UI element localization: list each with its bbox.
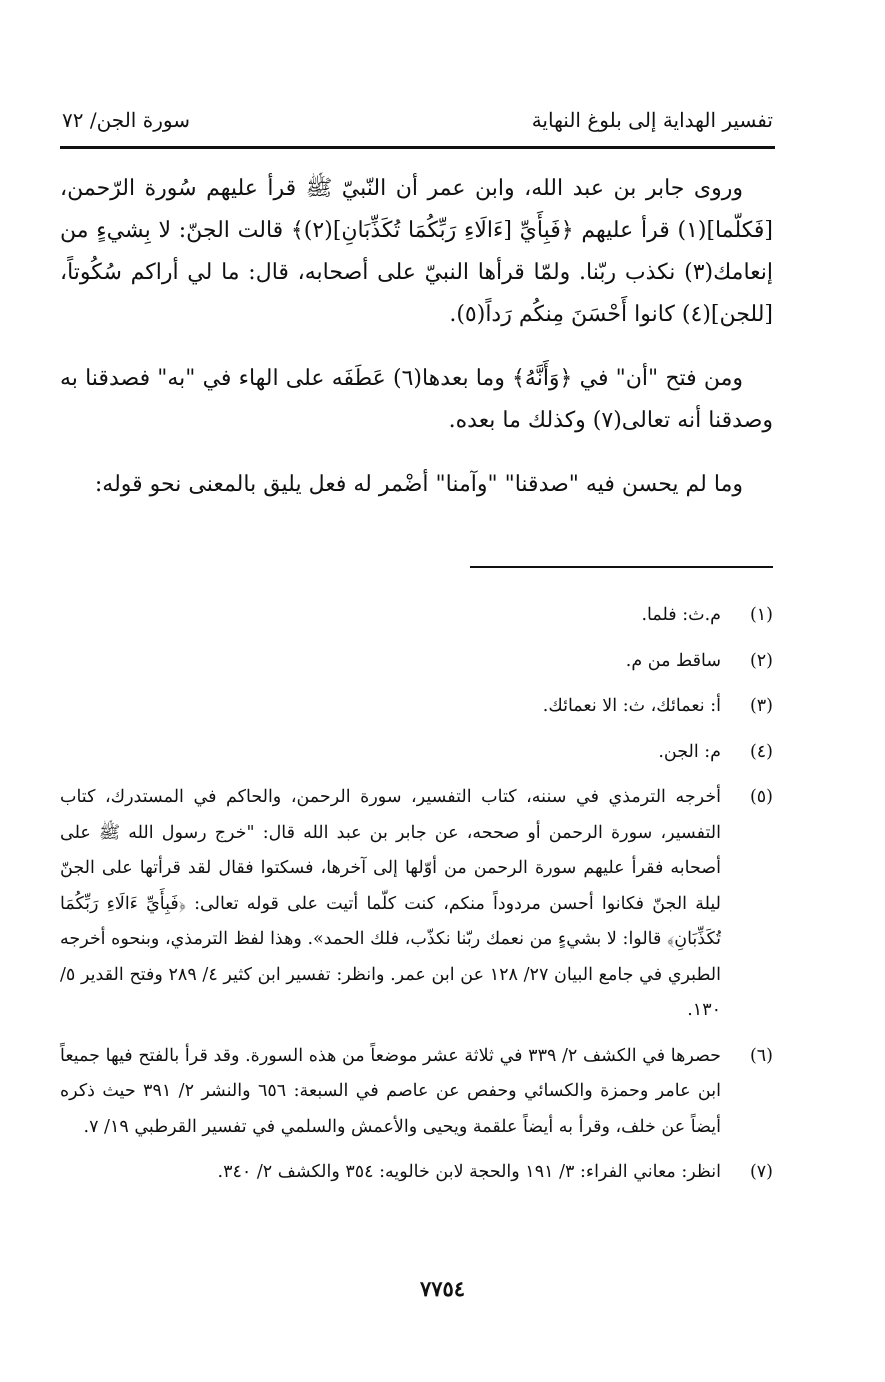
book-title: تفسير الهداية إلى بلوغ النهاية (531, 108, 773, 132)
footnote (60, 598, 773, 634)
footnote (60, 1155, 773, 1191)
footnote-text: أخرجه الترمذي في سننه، كتاب التفسير، سورة الرحمن، والحاكم في المستدرك، كتاب التفسير، سورة الرحمن أو صححه، عن جابر بن عبد الله قال: "خرج رسول الله ﷺ على أصحابه فقرأ عليهم سورة الرحمن من أوّلها إلى آخرها، فسكتوا فقال لقد قرأتها على الجنّ ليلة الجنّ فكانوا أحسن مردوداً منكم، كنت كلّما أتيت على قوله تعالى: ﴿فَبِأَيِّ ءَالَاءِ رَبِّكُمَا تُكَذِّبَانِ﴾ قالوا: لا بشيءٍ من نعمك ربّنا نكذّب، فلك الحمد». وهذا لفظ الترمذي، وبنحوه أخرجه الطبري في جامع البيان ٢٧/ ١٢٨ عن ابن عمر. وانظر: تفسير ابن كثير ٤/ ٢٨٩ وفتح القدير ٥/ ١٣٠. (60, 787, 722, 1020)
header-rule (60, 146, 775, 149)
running-header (62, 108, 773, 142)
paragraph: وروى جابر بن عبد الله، وابن عمر أن النّبيّ ﷺ قرأ عليهم سُورة الرّحمن، [فَكلّما](١) قرأ عليهم ﴿فَبِأَيِّ [ءَالَاءِ رَبِّكُمَا تُكَذِّبَانِ](٢)﴾ قالت الجنّ: لا بِشيءٍ من إنعامك(٣) نكذب ربّنا. ولمّا قرأها النبيّ على أصحابه، قال: ما لي أراكم سُكُوتاً، [للجن](٤) كانوا أَحْسَنَ مِنكُم رَداً(٥). (60, 176, 774, 327)
footnote-text: انظر: معاني الفراء: ٣/ ١٩١ والحجة لابن خالويه: ٣٥٤ والكشف ٢/ ٣٤٠. (217, 1162, 721, 1182)
footnote-text: م: الجن. (658, 741, 721, 762)
footnote-text: حصرها في الكشف ٢/ ٣٣٩ في ثلاثة عشر موضعاً من هذه السورة. وقد قرأ بالفتح فيها جميعاً ابن عامر وحمزة والكسائي وحفص عن عاصم في السبعة: ٦٥٦ والنشر ٢/ ٣٩١ حيث ذكره أيضاً عن خلف، وقرأ به أيضاً علقمة ويحيى والأعمش والسلمي في تفسير القرطبي ١٩/ ٧. (60, 1045, 721, 1137)
footnote (60, 735, 773, 771)
paragraph: ومن فتح "أن" في ﴿وَأَنَّهُ﴾ وما بعدها(٦) عَطَفَه على الهاء في "به" فصدقنا به وصدقنا أنه تعالى(٧) وكذلك ما بعده. (60, 366, 773, 433)
footnote-number: (٦) (749, 1045, 773, 1066)
paragraph: وما لم يحسن فيه "صدقنا" "وآمنا" أضْمر له فعل يليق بالمعنى نحو قوله: (94, 472, 743, 497)
footnote-separator (470, 566, 773, 568)
footnote (60, 1039, 773, 1146)
footnote-number: (٤) (749, 741, 773, 762)
footnote-text: ساقط من م. (625, 650, 721, 671)
page-number: ٧٧٥٤ (419, 1276, 466, 1301)
footnote-number: (٥) (749, 787, 773, 807)
main-text (60, 168, 773, 528)
footnote-number: (٧) (749, 1162, 773, 1182)
footnote (60, 780, 773, 1029)
footnotes (60, 598, 773, 1201)
surah-page-label: سورة الجن/ ٧٢ (62, 108, 190, 132)
footnote-number: (١) (749, 605, 773, 625)
footnote-text: أ: نعمائك، ث: الا نعمائك. (542, 696, 721, 716)
footnote (60, 644, 773, 680)
footnote-number: (٣) (749, 696, 773, 716)
footnote (60, 689, 773, 725)
footnote-number: (٢) (749, 650, 773, 671)
footnote-text: م.ث: فلما. (641, 605, 721, 625)
